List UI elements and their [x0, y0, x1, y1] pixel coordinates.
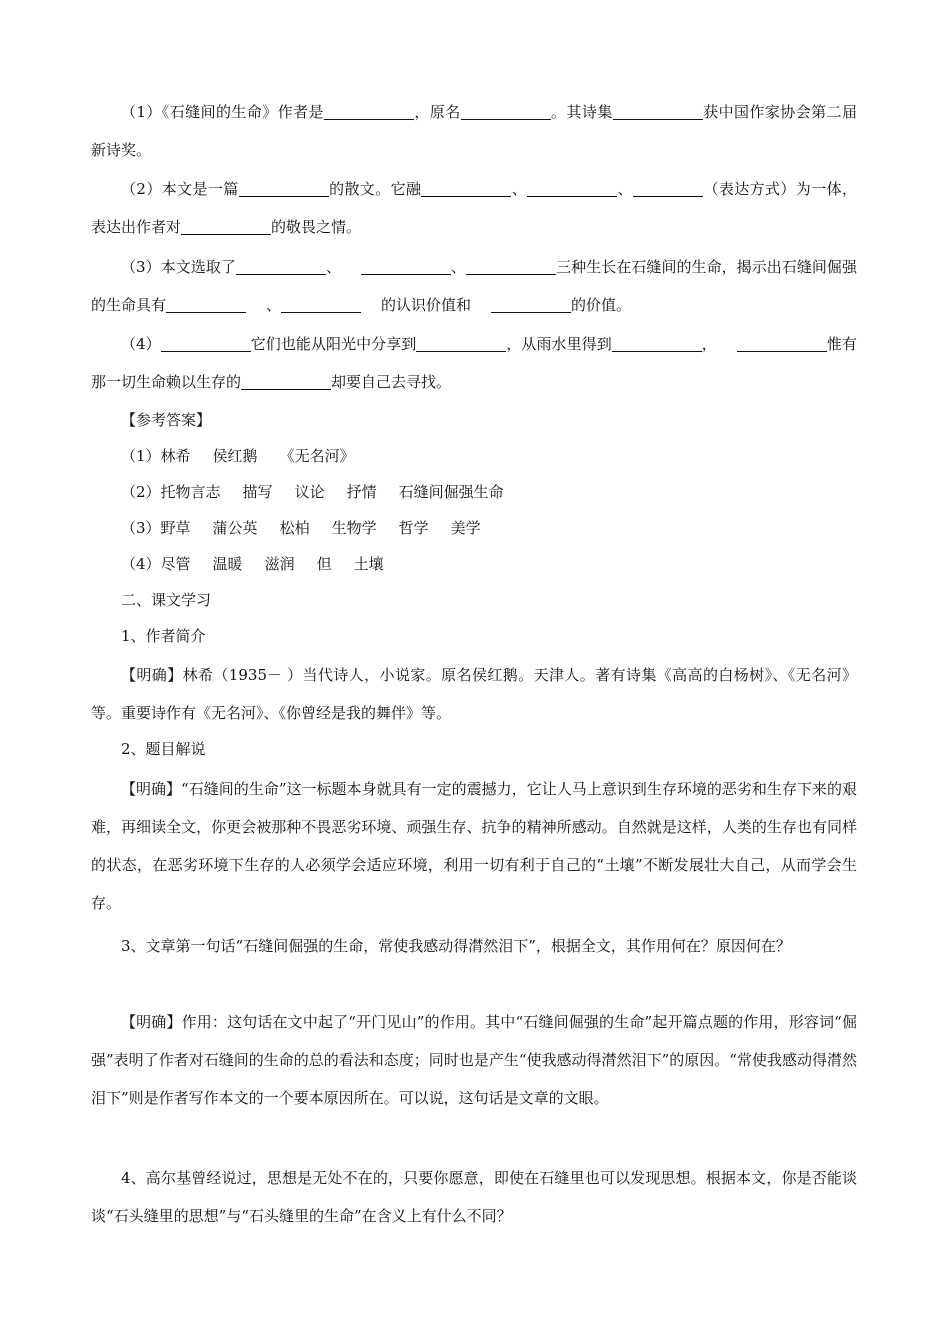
- answer-blank: [324, 102, 414, 120]
- answer-blank: [633, 179, 703, 197]
- question-4: [91, 325, 857, 401]
- q3-text: 、: [266, 296, 282, 314]
- q4-text: 惟有那一切生命赖以生存的: [91, 335, 857, 391]
- answer-item: 哲学: [398, 519, 429, 537]
- answer-item: （3）野草: [121, 519, 191, 537]
- q2-text: （2）本文是一篇: [121, 180, 239, 198]
- q3-text: 、: [325, 258, 341, 276]
- q3-text: （3）本文选取了: [121, 258, 236, 276]
- answer-blank: [161, 334, 251, 352]
- q1-text: （1）《石缝间的生命》作者是: [121, 103, 324, 121]
- answer-paragraph-3: 【明确】作用：这句话在文中起了“开门见山”的作用。其中“石缝间倔强的生命”起开篇点题的作用，形容词“倔强”表明了作者对石缝间的生命的总的看法和态度；同时也是产生“使我感动得潸然泪下”的原因。“常使我感动得潸然泪下”则是作者写作本文的一个要本原因所在。可以说，这句话是文章的文眼。: [91, 1013, 857, 1107]
- q4-text: ，: [701, 335, 717, 353]
- answer-blank: [181, 217, 271, 235]
- answer-3: [91, 516, 857, 540]
- answer-item: 土壤: [353, 555, 384, 573]
- author-paragraph: 【明确】林希（1935－ ）当代诗人，小说家。原名侯红鹅。天津人。著有诗集《高高的白杨树》、《无名河》等。重要诗作有《无名河》、《你曾经是我的舞伴》等。: [91, 666, 857, 722]
- answer-item: 松柏: [279, 519, 310, 537]
- question-1: [91, 93, 857, 169]
- answer-item: 但: [316, 555, 332, 573]
- q3-text: 的认识价值和: [381, 296, 472, 314]
- answers-heading: 【参考答案】: [121, 411, 212, 429]
- answer-item: 描写: [242, 483, 273, 501]
- question-paragraph-3: 3、文章第一句话“石缝间倔强的生命，常使我感动得潸然泪下”，根据全文，其作用何在？原因何在？: [121, 937, 791, 955]
- q3-text: 三种生长在石缝间的生命，揭示出石缝间倔强的生命具有: [91, 258, 857, 314]
- answer-2: [91, 480, 857, 504]
- q2-text: 的散文。它融: [328, 180, 422, 198]
- answer-item: 议论: [294, 483, 325, 501]
- question-2: [91, 170, 857, 246]
- question-paragraph-4: 4、高尔基曾经说过，思想是无处不在的，只要你愿意，即使在石缝里也可以发现思想。根据本文，你是否能谈谈“石头缝里的思想”与“石头缝里的生命”在含义上有什么不同？: [91, 1169, 857, 1225]
- answer-1: [91, 444, 857, 468]
- answer-blank: [527, 179, 617, 197]
- answer-blank: [236, 257, 326, 275]
- answer-item: （1）林希: [121, 447, 191, 465]
- answer-blank: [421, 179, 511, 197]
- q1-text: ，原名: [413, 103, 461, 121]
- q2-text: （表达方式）为一体，表达出作者对: [91, 180, 857, 236]
- answer-blank: [239, 179, 329, 197]
- q4-text: 它们也能从阳光中分享到: [250, 335, 417, 353]
- answer-item: 《无名河》: [279, 447, 355, 465]
- answer-item: 抒情: [346, 483, 377, 501]
- answer-blank: [281, 295, 361, 313]
- q1-text: 获中国作家协会第二届新诗奖。: [91, 103, 857, 159]
- subsection-title-explain: 2、题目解说: [121, 740, 206, 758]
- answer-blank: [461, 102, 551, 120]
- answer-blank: [466, 257, 556, 275]
- answer-item: 生物学: [331, 519, 377, 537]
- q4-text: ，从雨水里得到: [506, 335, 612, 353]
- q2-text: 、: [511, 180, 528, 198]
- q2-text: 、: [617, 180, 634, 198]
- answer-blank: [612, 334, 702, 352]
- answer-4: [91, 552, 857, 576]
- answer-blank: [613, 102, 703, 120]
- answer-blank: [241, 372, 331, 390]
- answer-blank: [361, 257, 451, 275]
- q1-text: 。其诗集: [550, 103, 613, 121]
- answer-blank: [166, 295, 246, 313]
- answer-item: （4）尽管: [121, 555, 191, 573]
- answer-blank: [416, 334, 506, 352]
- q2-text: 的敬畏之情。: [271, 218, 362, 236]
- answer-item: （2）托物言志: [121, 483, 221, 501]
- q3-text: 、: [451, 258, 467, 276]
- answer-blank: [737, 334, 827, 352]
- title-explain-paragraph: 【明确】“石缝间的生命”这一标题本身就具有一定的震撼力，它让人马上意识到生存环境的恶劣和生存下来的艰难，再细读全文，你更会被那种不畏恶劣环境、顽强生存、抗争的精神所感动。自然就是这样，人类的生存也有同样的状态，在恶劣环境下生存的人必须学会适应环境，利用一切有利于自己的“土壤”不断发展壮大自己，从而学会生存。: [91, 780, 857, 912]
- answer-blank: [491, 295, 571, 313]
- answer-item: 石缝间倔强生命: [398, 483, 504, 501]
- answer-item: 侯红鹅: [212, 447, 258, 465]
- question-3: [91, 248, 857, 324]
- subsection-author: 1、作者简介: [121, 627, 206, 645]
- q4-text: 却要自己去寻找。: [331, 373, 452, 391]
- answer-item: 滋润: [264, 555, 295, 573]
- q4-text: （4）: [121, 335, 161, 353]
- answer-item: 美学: [450, 519, 481, 537]
- q3-text: 的价值。: [571, 296, 632, 314]
- answer-item: 温暖: [212, 555, 243, 573]
- answer-item: 蒲公英: [212, 519, 258, 537]
- section-title: 二、课文学习: [121, 591, 212, 609]
